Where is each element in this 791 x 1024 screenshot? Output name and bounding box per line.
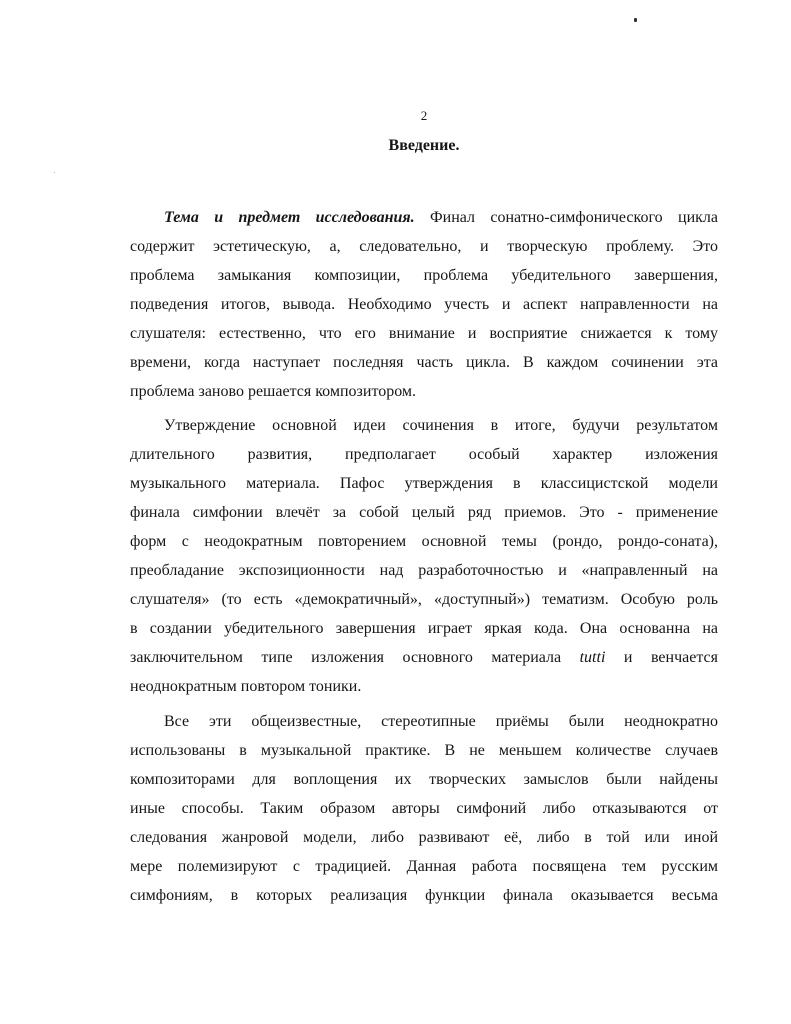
paragraph-line: слушателя: естественно, что его внимание и восприятие снижается к тому	[130, 325, 718, 342]
paragraph-line: иные способы. Таким образом авторы симфоний либо отказываются от	[130, 800, 718, 817]
paragraph-line: содержит эстетическую, а, следовательно, и творческую проблему. Это	[130, 238, 718, 255]
paragraph-line: проблема заново решается композитором.	[130, 383, 417, 400]
scan-speck	[634, 18, 637, 22]
paragraph-line: преобладание экспозиционности над разработочностью и «направленный на	[130, 562, 718, 579]
italic-term: tutti	[579, 649, 606, 666]
paragraph-line: в создании убедительного завершения играет яркая кода. Она основанна на	[130, 620, 718, 637]
paragraph-line: слушателя» (то есть «демократичный», «доступный») тематизм. Особую роль	[130, 591, 718, 608]
paragraph-line: финала симфонии влечёт за собой целый ряд приемов. Это - применение	[130, 504, 718, 521]
section-heading: Введение.	[388, 137, 460, 154]
scan-speck	[54, 172, 55, 173]
paragraph-line: композиторами для воплощения их творческих замыслов были найдены	[130, 771, 718, 788]
paragraph-line: времени, когда наступает последняя часть цикла. В каждом сочинении эта	[130, 354, 718, 371]
paragraph-line: подведения итогов, вывода. Необходимо учесть и аспект направленности на	[130, 296, 718, 313]
paragraph-line: музыкального материала. Пафос утверждения в классицистской модели	[130, 475, 718, 492]
paragraph-line	[130, 643, 718, 672]
paragraph-line: неоднократным повтором тоники.	[130, 678, 362, 695]
paragraph-2	[130, 411, 718, 701]
paragraph-line: следования жанровой модели, либо развивают её, либо в той или иной	[130, 829, 718, 846]
paragraph-line: форм с неодократным повторением основной темы (рондо, рондо-соната),	[130, 533, 718, 550]
paragraph-line: Все эти общеизвестные, стереотипные приёмы были неоднократно	[164, 713, 718, 730]
paragraph-line: длительного развития, предполагает особый характер изложения	[130, 446, 718, 463]
paragraph-line	[130, 203, 718, 232]
line-text: Финал сонатно-симфонического цикла	[414, 209, 719, 226]
line-text: заключительном типе изложения основного материала	[130, 649, 580, 666]
line-text: и венчается	[605, 649, 718, 666]
lead-phrase: Тема и предмет исследования.	[164, 209, 415, 226]
paragraph-line: проблема замыкания композиции, проблема убедительного завершения,	[130, 267, 718, 284]
paragraph-1	[130, 203, 718, 406]
paragraph-3	[130, 707, 718, 910]
paragraph-line: использованы в музыкальной практике. В не меньшем количестве случаев	[130, 742, 718, 759]
paragraph-line: Утверждение основной идеи сочинения в итоге, будучи результатом	[164, 417, 718, 434]
page-number: 2	[420, 108, 428, 123]
paragraph-line: симфониям, в которых реализация функции финала оказывается весьма	[130, 887, 718, 904]
paragraph-line: мере полемизируют с традицией. Данная работа посвящена тем русским	[130, 858, 718, 875]
